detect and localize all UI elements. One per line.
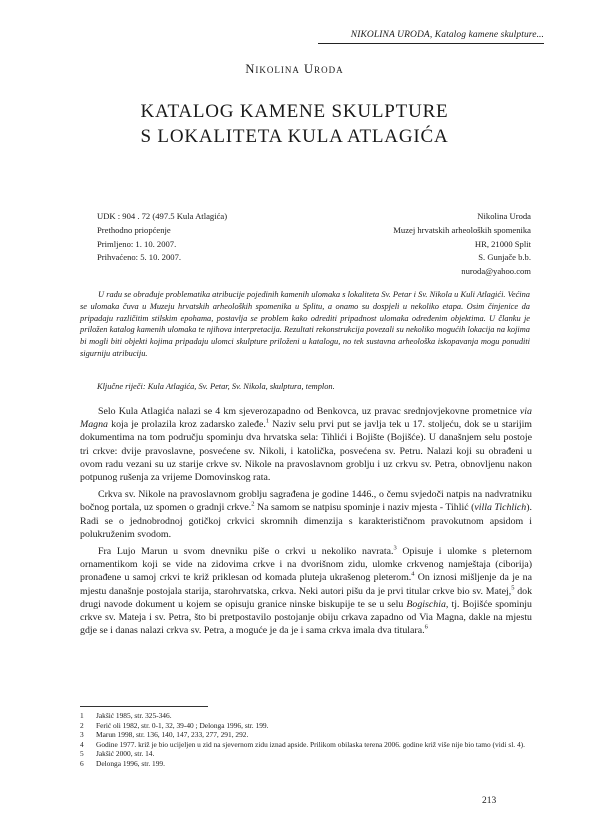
footnote-ref[interactable]: 4 (411, 571, 415, 579)
footnote (80, 749, 532, 759)
footnote-ref[interactable]: 6 (424, 623, 428, 631)
footnote-ref[interactable]: 1 (265, 417, 270, 425)
udk-code: UDK : 904 . 72 (497.5 Kula Atlagića) (97, 211, 228, 221)
body-paragraph: Fra Lujo Marun u svom dnevniku piše o crkvi u nekoliko navrata.$^3$ Opisuje i ulomke s pleternom ornamentikom koji se vide na zidovima crkve i na dvorišnom zidu, ulomke crkvenog namještaja (ciborija) pronađene u samoj crkvi te križ priklesan od komada pluteja ukrašenog pleterom.$^4$ On iznosi mišljenje da je na mjestu današnje postojala starija, starohrvatska, crkva. Neki autori pišu da je prvi titular crkve bio sv. Matej,$^5$ dok drugi navode dokument u kojem se opisuju granice ninske biskupije te se u selu Bogischia, tj. Bojišće spominju crkve sv. Mateja i sv. Petra, što bi pretpostavilo postojanje obiju crkava zapadno od Via Magna, dakle na mjestu gdje se i danas nalazi crkva sv. Petra, a moguće je da je i sama crkva imala dva titulara.$^6$ (80, 544, 533, 637)
footnote-text: Delonga 1996, str. 199. (96, 758, 165, 768)
author-address (393, 210, 531, 279)
author-email[interactable]: nuroda@yahoo.com (461, 266, 531, 277)
accepted-date: Prihvaćeno: 5. 10. 2007. (97, 252, 182, 263)
footnote-text: Godine 1977. križ je bio ucijeljen u zid na sjevernom zidu iznad apside. Prilikom obilaska terena 2006. godine križ više nije bio tamo (vidi sl. 4). (96, 739, 525, 749)
footnotes (80, 711, 532, 769)
abstract-text: U radu se obrađuje problematika atribucije pojedinih kamenih ulomaka s lokaliteta Sv. Petar i Sv. Nikola u Kuli Atlagići. Većina se ulomaka čuva u Muzeju hrvatskih arheoloških spomenika u Splitu, a onamo su dospjeli u nekoliko etapa. Osim činjenice da pripadaju različitim stilskim epohama, postavlja se problem kako odrediti pripadnost ulomaka određenim objektima. U članku je priložen katalog kamenih ulomaka te njihova interpretacija. Rezultati rekonstrukcija povezali su nekoliko mogućih lokacija na kojima bi mogli biti objekti kojima pripadaju ulomci skulpture priloženi u katalogu, no tek sustavna arheološka iskopavanja mogu ponuditi sigurniju atribuciju. (80, 290, 530, 358)
page-number: 213 (482, 796, 497, 806)
footnote-ref[interactable]: 3 (393, 544, 397, 552)
article-type: Prethodno priopćenje (97, 224, 171, 235)
article-author: Nikolina Uroda (245, 62, 344, 76)
article-title-line-1: KATALOG KAMENE SKULPTURE (140, 101, 449, 122)
footnote-number: 6 (80, 758, 84, 768)
footnote-number: 2 (80, 720, 84, 730)
footnote-number: 4 (80, 739, 84, 749)
address-street: S. Gunjače b.b. (478, 252, 531, 263)
footnote (80, 759, 532, 769)
body-paragraph: Selo Kula Atlagića nalazi se 4 km sjeverozapadno od Benkovca, uz pravac srednjovjekovne prometnice via Magna koja je prolazila kroz zadarsko zaleđe.$^1$ Naziv selu prvi put se javlja tek u 17. stoljeću, dok se u starijim dokumentima na tom području spominju dva hrvatska sela: Tihlići i Bojište (Bojišće). U današnjem selu postoje tri crkve: dvije pravoslavne, posvećene sv. Nikoli, i katolička, posvećena sv. Petru. Nalazi koji su obrađeni u ovom radu vezani su uz starije crkve sv. Nikole na pravoslavnom groblju i uz crkvu sv. Petra, obnovljenu nakon potpunog rušenja za vrijeme Domovinskog rata. (80, 406, 532, 484)
article-title-line-2: S LOKALITETA KULA ATLAGIĆA (140, 126, 449, 147)
article-body (80, 405, 532, 641)
received-date: Primljeno: 1. 10. 2007. (97, 238, 177, 249)
body-paragraph: Crkva sv. Nikole na pravoslavnom groblju sagrađena je godine 1446., o čemu svjedoči natpis na nadvratniku bočnog portala, uz spomen o gradnji crkve.$^2$ Na samom se natpisu spominje i naziv mjesta - Tihlić (villa Tichlich). Radi se o jednobrodnoj gotičkoj crkvici skromnih dimenzija s karakterističnom pravokutnom apsidom i polukruženim svodom. (80, 489, 532, 540)
footnote-text: Marun 1998, str. 136, 140, 147, 233, 277, 291, 292. (96, 730, 249, 740)
address-name: Nikolina Uroda (477, 211, 531, 221)
address-institution: Muzej hrvatskih arheoloških spomenika (393, 224, 531, 235)
footnote (80, 740, 532, 750)
footnote-rule (80, 706, 208, 707)
footnote-number: 3 (80, 730, 84, 740)
footnote-text: Ferić oli 1982, str. 0-1, 32, 39-40 ; Delonga 1996, str. 199. (96, 720, 269, 730)
footnote (80, 730, 532, 740)
footnote-number: 5 (80, 749, 84, 759)
footnote-number: 1 (80, 711, 84, 720)
footnote (80, 721, 532, 731)
running-head: NIKOLINA URODA, Katalog kamene skulpture... (350, 30, 544, 40)
footnote-text: Jakšić 1985, str. 325-346. (96, 711, 172, 720)
address-city: HR, 21000 Split (474, 238, 531, 249)
header-rule (318, 43, 544, 44)
article-metadata (97, 210, 227, 265)
page-header (0, 24, 589, 44)
footnote-text: Jakšić 2000, str. 14. (96, 749, 155, 759)
footnote-ref[interactable]: 2 (251, 501, 255, 509)
abstract (80, 289, 530, 360)
keywords: Ključne riječi: Kula Atlagića, Sv. Petar, Sv. Nikola, skulptura, templon. (97, 382, 335, 391)
footnote (80, 711, 532, 721)
footnote-ref[interactable]: 5 (511, 584, 515, 592)
